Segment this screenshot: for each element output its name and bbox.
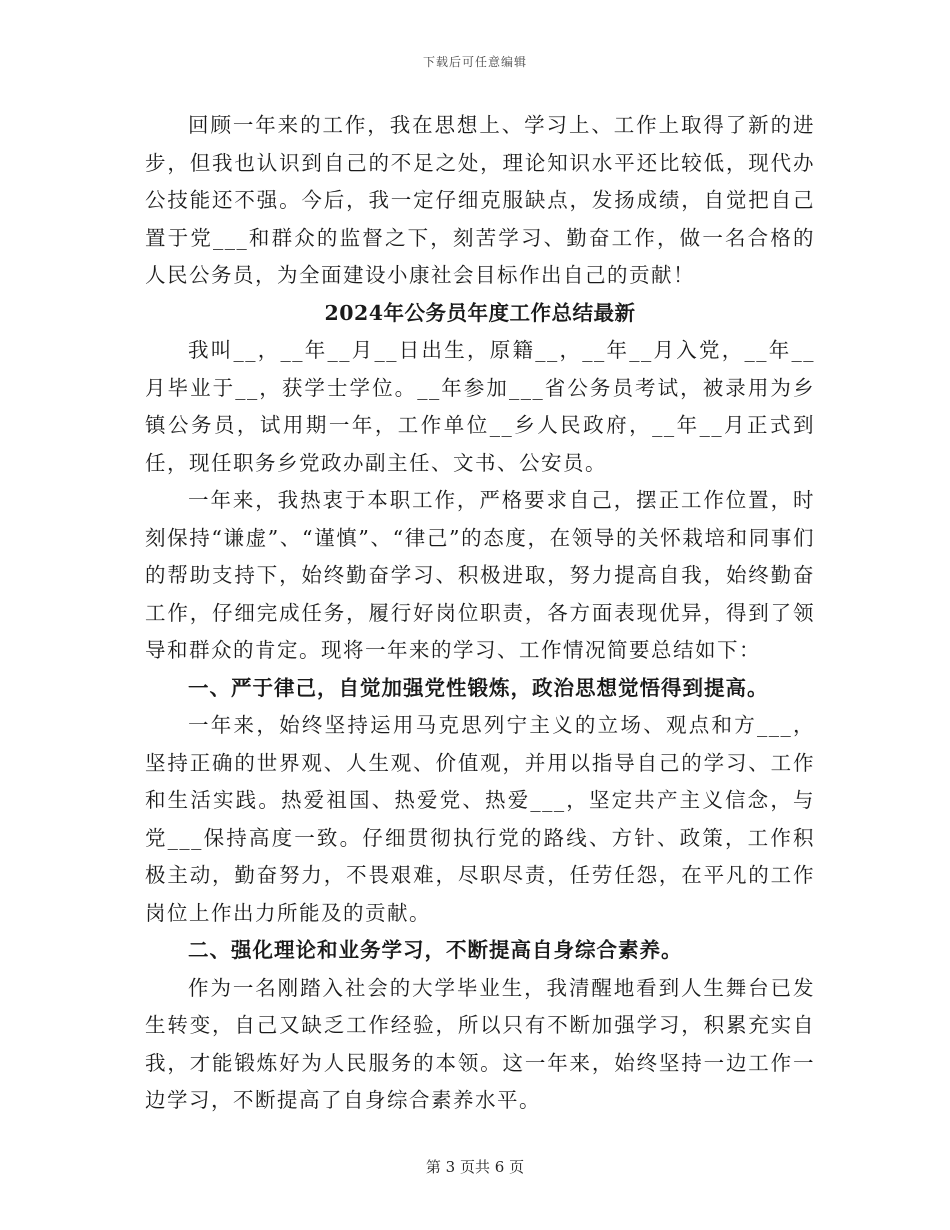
document-body [145,107,815,1120]
paragraph-section-1: 一年来，始终坚持运用马克思列宁主义的立场、观点和方___，坚持正确的世界观、人生观、价值观，并用以指导自己的学习、工作和生活实践。热爱祖国、热爱党、热爱___，坚定共产主义信念，与党___保持高度一致。仔细贯彻执行党的路线、方针、政策，工作积极主动，勤奋努力，不畏艰难，尽职尽责，任劳任怨，在平凡的工作岗位上作出力所能及的贡献。 [145,713,815,925]
section-heading-2: 二、强化理论和业务学习，不断提高自身综合素养。 [188,938,683,962]
paragraph-personal-info: 我叫__，__年__月__日出生，原籍__，__年__月入党，__年__月毕业于__，获学士学位。__年参加___省公务员考试，被录用为乡镇公务员，试用期一年，工作单位__乡人民政府，__年__月正式到任，现任职务乡党政办副主任、文书、公安员。 [145,338,815,475]
document-title: 2024年公务员年度工作总结最新 [324,300,636,325]
paragraph-section-2: 作为一名刚踏入社会的大学毕业生，我清醒地看到人生舞台已发生转变，自己又缺乏工作经验，所以只有不断加强学习，积累充实自我，才能锻炼好为人民服务的本领。这一年来，始终坚持一边工作一边学习，不断提高了自身综合素养水平。 [145,975,815,1112]
intro-paragraph: 回顾一年来的工作，我在思想上、学习上、工作上取得了新的进步，但我也认识到自己的不足之处，理论知识水平还比较低，现代办公技能还不强。今后，我一定仔细克服缺点，发扬成绩，自觉把自己置于党___和群众的监督之下，刻苦学习、勤奋工作，做一名合格的人民公务员，为全面建设小康社会目标作出自己的贡献！ [145,113,815,287]
section-heading-1: 一、严于律己，自觉加强党性锻炼，政治思想觉悟得到提高。 [188,675,769,700]
paragraph-overview: 一年来，我热衷于本职工作，严格要求自己，摆正工作位置，时刻保持“谦虚”、“谨慎”、“律己”的态度，在领导的关怀栽培和同事们的帮助支持下，始终勤奋学习、积极进取，努力提高自我，始终勤奋工作，仔细完成任务，履行好岗位职责，各方面表现优异，得到了领导和群众的肯定。现将一年来的学习、工作情况简要总结如下： [145,488,815,662]
page-number: 第 3 页共 6 页 [425,1158,525,1176]
page-header: 下载后可任意编辑 [422,55,527,69]
